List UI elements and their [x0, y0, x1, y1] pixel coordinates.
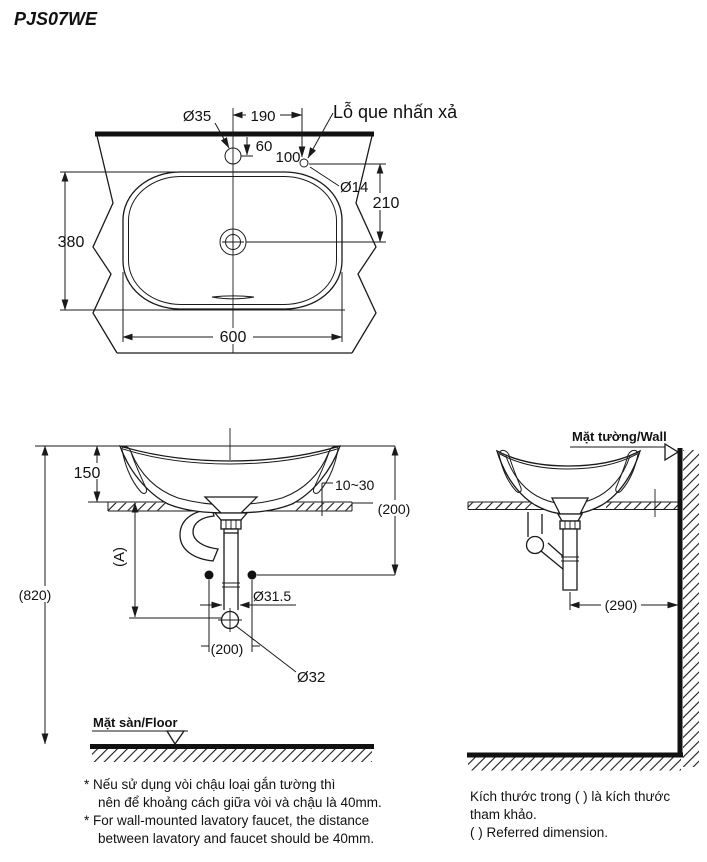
wall-label: Mặt tường/Wall [572, 429, 667, 444]
trap-hose [180, 509, 218, 561]
dim-outlet-dia: Ø32 [297, 669, 326, 686]
wall-datum-triangle [665, 444, 678, 460]
dim-200-right: (200) [377, 501, 411, 517]
drain-flange [215, 513, 247, 520]
dim-380: 380 [57, 234, 85, 251]
dim-210: 210 [372, 195, 400, 212]
drain-flange [558, 514, 582, 521]
counter-break-right [352, 136, 376, 353]
leader-push-dia [310, 167, 339, 186]
side-view [16, 428, 415, 762]
dim-push-dia: Ø14 [340, 179, 369, 196]
note-vi-2: nên để khoảng cách giữa vòi và chậu là 40mm. [98, 795, 382, 810]
notes-left [84, 777, 382, 846]
floor-hatch [92, 749, 372, 762]
note-en-1: * For wall-mounted lavatory faucet, the distance [84, 813, 370, 828]
model-title: PJS07WE [14, 9, 98, 29]
drain-crosshair [222, 231, 244, 253]
pipe-joint [222, 583, 240, 587]
dim-pipe-dia: Ø31.5 [253, 588, 292, 604]
floor-hatch [468, 758, 681, 771]
faucet-ref-dot-right [248, 571, 257, 580]
dim-A: (A) [111, 547, 128, 567]
basin-inner-rim [129, 177, 337, 305]
dim-counter-thickness: 10~30 [335, 477, 375, 493]
dim-600: 600 [219, 329, 247, 346]
ref-note-en: ( ) Referred dimension. [470, 825, 609, 840]
counter-hatch-left [468, 503, 534, 509]
notes-right [470, 789, 670, 840]
dim-190: 190 [250, 108, 276, 125]
top-view [58, 101, 458, 353]
ref-note-vi-2: tham khảo. [470, 807, 537, 822]
leader-outlet-dia [236, 626, 296, 672]
push-rod-hole [300, 159, 308, 167]
basin-outer-rim [123, 172, 342, 309]
counter-break-left [93, 136, 117, 353]
dim-820: (820) [18, 587, 52, 603]
dim-200-bottom: (200) [210, 641, 244, 657]
faucet-ref-dot-left [205, 571, 214, 580]
dim-faucet-dia: Ø35 [182, 108, 212, 125]
trap-stub [528, 512, 542, 537]
floor-label: Mặt sàn/Floor [93, 715, 178, 730]
dim-60: 60 [255, 138, 273, 155]
note-vi-1: * Nếu sử dụng vòi chậu loại gắn tường thì [84, 777, 336, 792]
push-rod-hole-label: Lỗ que nhấn xả [333, 102, 458, 122]
ref-note-vi-1: Kích thước trong ( ) là kích thước [470, 789, 671, 804]
dim-100: 100 [275, 149, 301, 166]
counter-hatch-right [606, 503, 679, 509]
tailpipe [563, 529, 577, 590]
note-en-2: between lavatory and faucet should be 40mm. [98, 831, 375, 846]
dim-150: 150 [73, 465, 101, 482]
counter-hatch-left [108, 503, 166, 511]
tailpipe [224, 533, 238, 610]
floor-datum-triangle [167, 731, 184, 744]
wall-view [467, 429, 699, 771]
dim-290: (290) [604, 597, 638, 613]
trap-ball-joint [527, 537, 544, 554]
wall-hatch [683, 450, 699, 767]
